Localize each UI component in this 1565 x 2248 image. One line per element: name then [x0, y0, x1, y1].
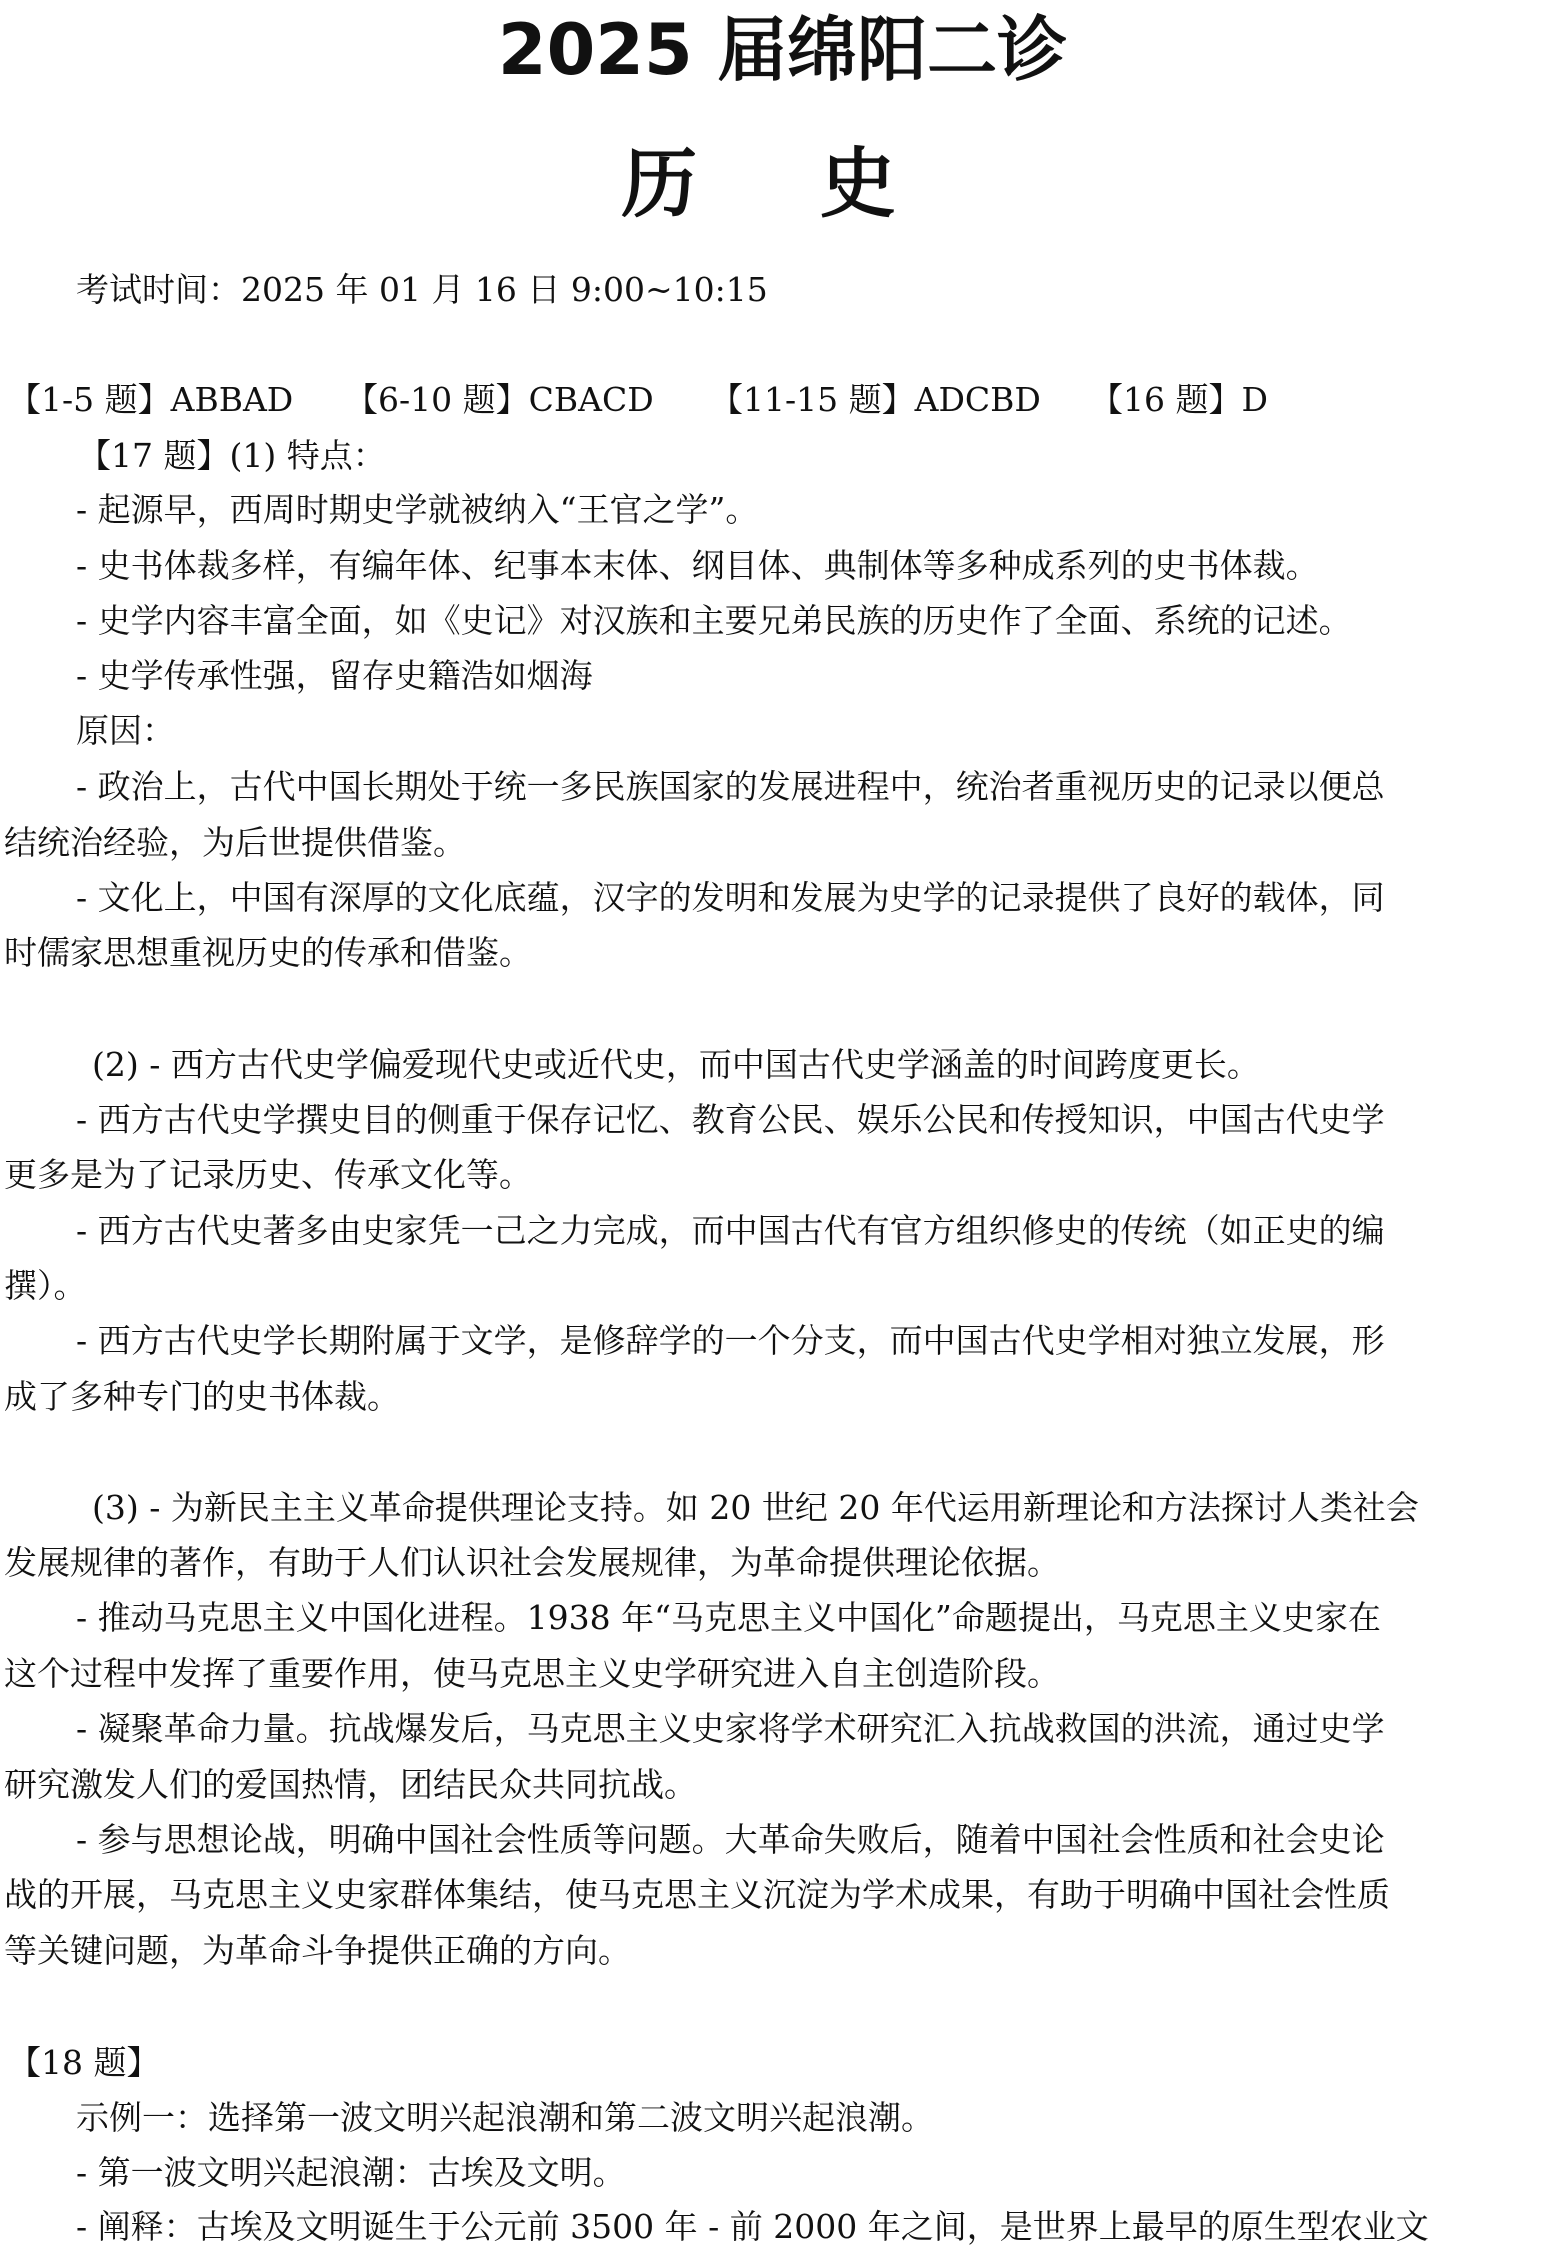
q17-trait: - 史学内容丰富全面，如《史记》对汉族和主要兄弟民族的历史作了全面、系统的记述。 — [76, 601, 1352, 640]
q17-part2-bullet-cont: 更多是为了记录历史、传承文化等。 — [4, 1155, 532, 1194]
q17-part2-bullet-cont: 成了多种专门的史书体裁。 — [4, 1377, 400, 1416]
q17-part3-first: (3) - 为新民主主义革命提供理论支持。如 20 世纪 20 年代运用新理论和方法探讨人类社会 — [92, 1488, 1419, 1527]
q17-heading: 【17 题】(1) 特点： — [78, 436, 386, 475]
q17-part3-bullet-cont: 研究激发人们的爱国热情，团结民众共同抗战。 — [4, 1765, 697, 1804]
q17-part2-bullet: - 西方古代史著多由史家凭一己之力完成，而中国古代有官方组织修史的传统（如正史的编 — [76, 1211, 1385, 1250]
answers-11-15: 【11-15 题】ADCBD — [710, 380, 1041, 419]
q17-part2-bullet: - 西方古代史学长期附属于文学，是修辞学的一个分支，而中国古代史学相对独立发展，形 — [76, 1321, 1385, 1360]
q17-part2-bullet-cont: 撰）。 — [4, 1266, 87, 1305]
q17-reason-cultural: - 文化上，中国有深厚的文化底蕴，汉字的发明和发展为史学的记录提供了良好的载体，同 — [76, 878, 1385, 917]
answers-6-10: 【6-10 题】CBACD — [345, 380, 654, 419]
q17-part2-bullet: - 西方古代史学撰史目的侧重于保存记忆、教育公民、娱乐公民和传授知识，中国古代史学 — [76, 1100, 1385, 1139]
q17-reasons-label: 原因： — [76, 711, 175, 750]
q17-trait: - 史学传承性强，留存史籍浩如烟海 — [76, 656, 593, 695]
q17-part3-bullet: - 参与思想论战，明确中国社会性质等问题。大革命失败后，随着中国社会性质和社会史论 — [76, 1820, 1385, 1859]
answer-16: 【16 题】D — [1090, 380, 1268, 419]
q17-reason-political-cont: 结统治经验，为后世提供借鉴。 — [4, 823, 466, 862]
exam-time: 考试时间：2025 年 01 月 16 日 9:00~10:15 — [76, 270, 768, 309]
q17-trait: - 史书体裁多样，有编年体、纪事本末体、纲目体、典制体等多种成系列的史书体裁。 — [76, 546, 1319, 585]
q18-heading: 【18 题】 — [8, 2043, 160, 2082]
q18-example: 示例一：选择第一波文明兴起浪潮和第二波文明兴起浪潮。 — [76, 2098, 934, 2137]
q17-part3-bullet: - 凝聚革命力量。抗战爆发后，马克思主义史家将学术研究汇入抗战救国的洪流，通过史学 — [76, 1709, 1385, 1748]
q17-part3-first-cont: 发展规律的著作，有助于人们认识社会发展规律，为革命提供理论依据。 — [4, 1543, 1060, 1582]
subject-title: 历 史 — [621, 139, 944, 228]
q18-wave1: - 第一波文明兴起浪潮：古埃及文明。 — [76, 2153, 626, 2192]
q17-part3-bullet-cont: 战的开展，马克思主义史家群体集结，使马克思主义沉淀为学术成果，有助于明确中国社会性质 — [4, 1875, 1390, 1914]
q17-part3-bullet-cont: 这个过程中发挥了重要作用，使马克思主义史学研究进入自主创造阶段。 — [4, 1654, 1060, 1693]
q18-explain: - 阐释：古埃及文明诞生于公元前 3500 年 - 前 2000 年之间，是世界上最早的原生型农业文 — [76, 2207, 1429, 2246]
exam-title: 2025 届绵阳二诊 — [497, 9, 1068, 91]
q17-part3-bullet-cont: 等关键问题，为革命斗争提供正确的方向。 — [4, 1931, 631, 1970]
q17-part2-first: (2) - 西方古代史学偏爱现代史或近代史，而中国古代史学涵盖的时间跨度更长。 — [92, 1045, 1260, 1084]
q17-reason-political: - 政治上，古代中国长期处于统一多民族国家的发展进程中，统治者重视历史的记录以便总 — [76, 767, 1385, 806]
q17-trait: - 起源早，西周时期史学就被纳入“王官之学”。 — [76, 490, 759, 529]
answers-1-5: 【1-5 题】ABBAD — [8, 380, 294, 419]
q17-part3-bullet: - 推动马克思主义中国化进程。1938 年“马克思主义中国化”命题提出，马克思主义史家在 — [76, 1598, 1381, 1637]
q17-reason-cultural-cont: 时儒家思想重视历史的传承和借鉴。 — [4, 933, 532, 972]
